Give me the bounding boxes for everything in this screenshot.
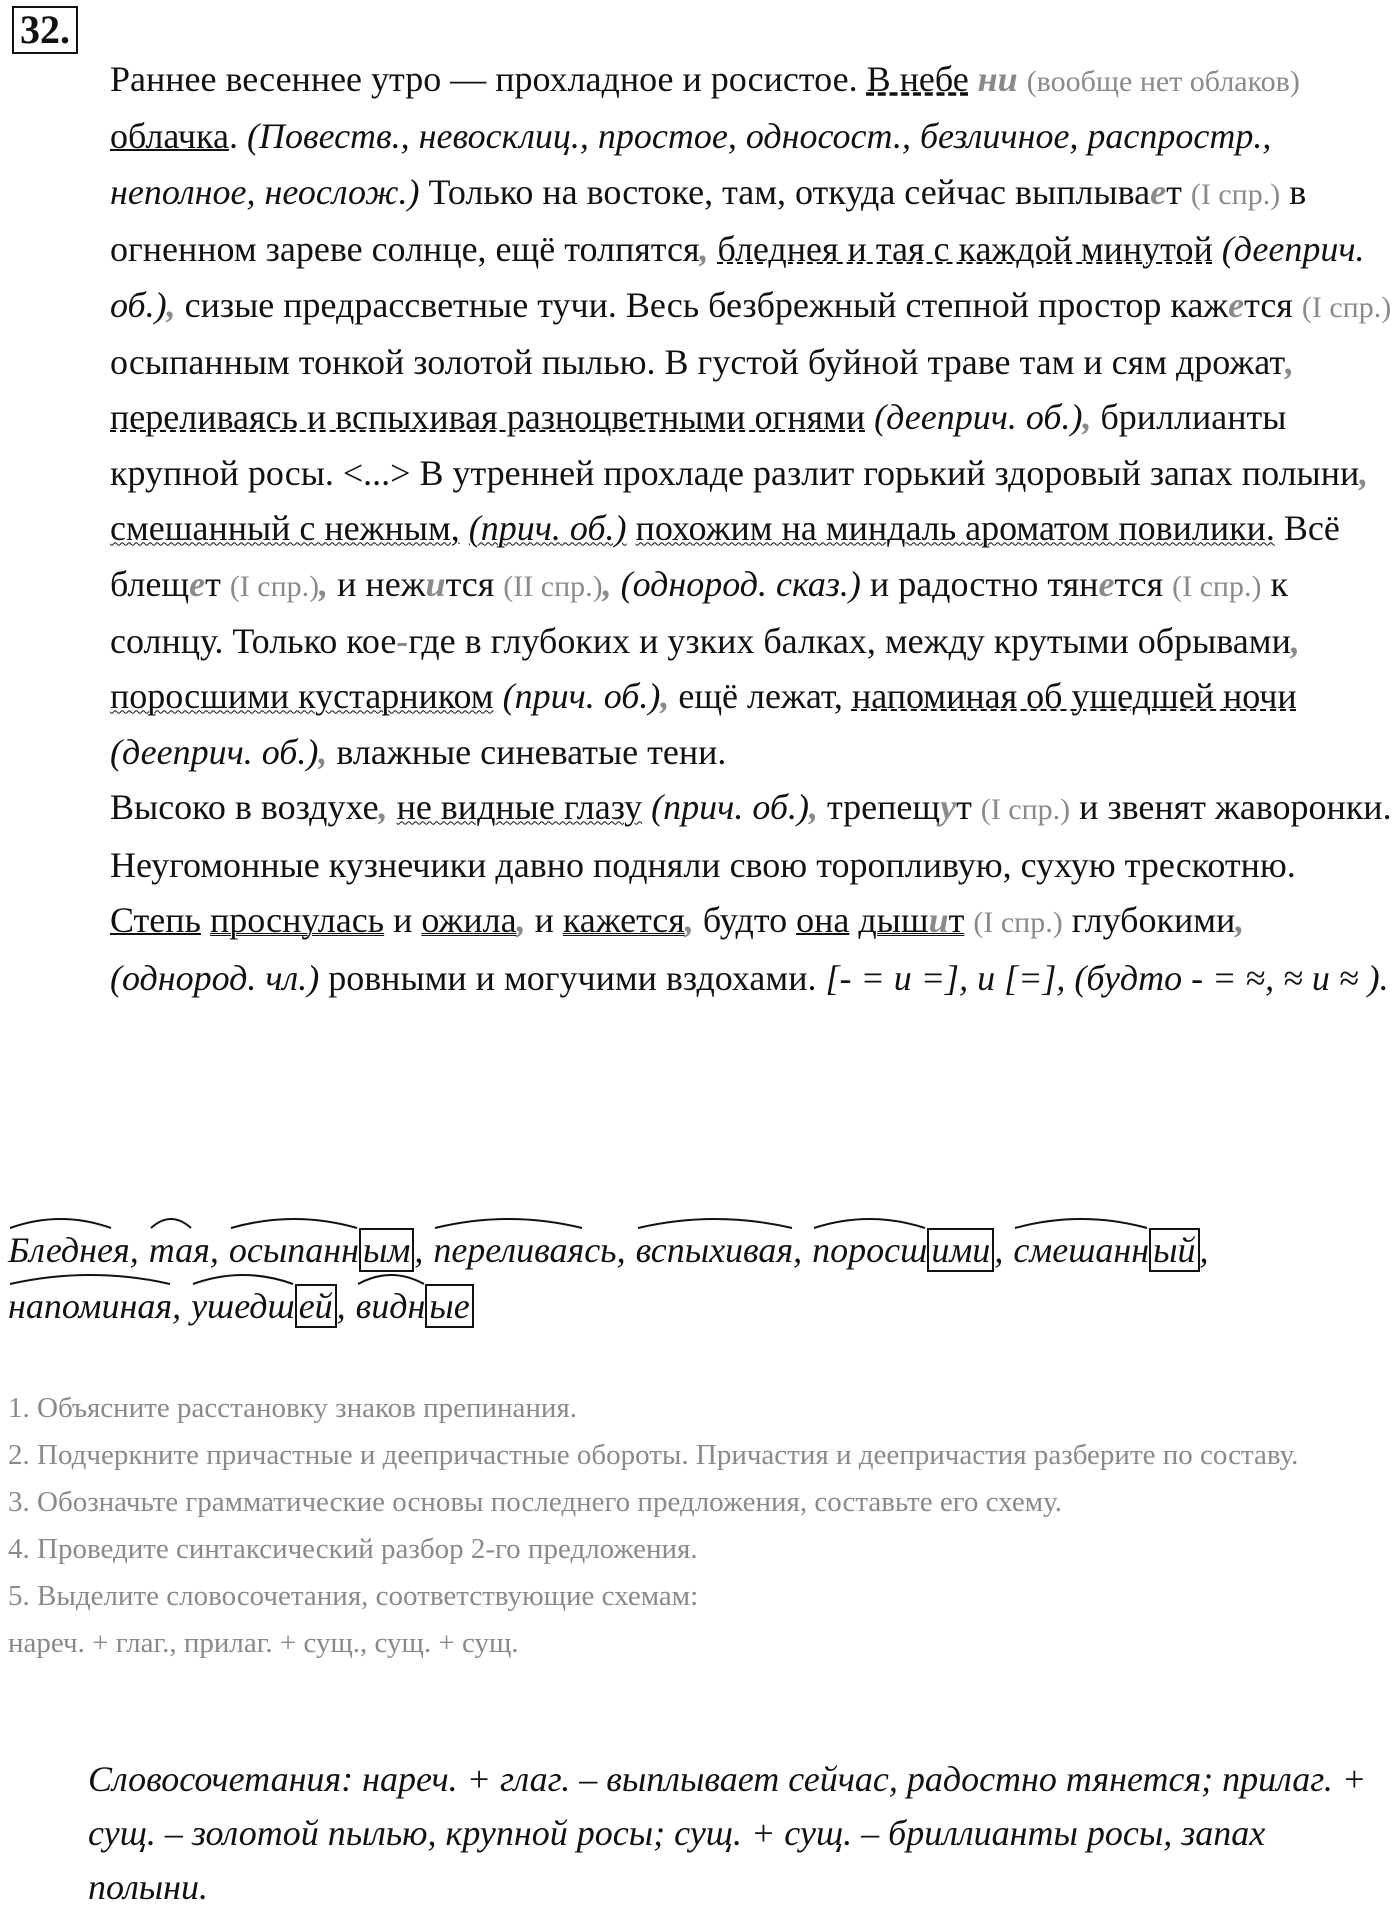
- ending-highlight: е: [1228, 284, 1245, 325]
- note: (прич. об.): [502, 676, 661, 717]
- paragraph-1: Раннее весеннее утро — прохладное и росистое. В небе ни (вообще нет облаков) облачка. (Повеств., невосклиц., простое, односост., безличное, распростр., неполное, неослож.) Только на востоке, там, откуда сейчас выплывает (I спр.) в огненном зареве солнце, ещё толпятся, бледнея и тая с каждой минутой (дееприч. об.), сизые предрассветные тучи. Весь безбрежный степной простор кажется (I спр.) осыпанным тонкой золотой пылью. В густой буйной траве там и сям дрожат, переливаясь и вспыхивая разноцветными огнями (дееприч. об.), бриллианты крупной росы. <...> В утренней прохладе разлит горький здоровый запах полыни, смешанный с нежным, (прич. об.) похожим на миндаль ароматом повилики. Всё блещет (I спр.), и нежится (II спр.), (однород. сказ.) и радостно тянется (I спр.) к солнцу. Только кое-где в глубоких и узких балках, между крутыми обрывами, поросшими кустарником (прич. об.), ещё лежат, напоминая об ушедшей ночи (дееприч. об.), влажные синеватые тени.: [110, 59, 1392, 772]
- text-fragment: Высоко в воздухе: [110, 787, 379, 828]
- morpheme-word: ушедш ей ,: [191, 1278, 346, 1334]
- predicate: [858, 900, 964, 940]
- comma: ,: [684, 900, 694, 941]
- conjunction: и: [534, 900, 554, 941]
- word-tail: сь: [584, 1230, 617, 1270]
- analysis: (Повеств., невосклиц., простое, односост., безличное, распростр., неполное, неослож.): [110, 116, 1272, 212]
- text-fragment: осыпанным тонкой золотой пылью. В густой буйной траве там и сям дрожат: [110, 342, 1286, 383]
- text-fragment: трепещ: [826, 787, 941, 828]
- morpheme-word: смешанн ый ,: [1013, 1222, 1208, 1278]
- paragraph-3: [8, 893, 1393, 1006]
- root-arc: [433, 1216, 584, 1230]
- text-fragment: влажные синеватые тени.: [336, 731, 727, 772]
- comma: ,: [318, 731, 328, 772]
- conjugation-note: (I спр.): [1172, 569, 1262, 603]
- comma: ,: [516, 900, 526, 941]
- word-root-part: переливая: [433, 1230, 585, 1270]
- ending-highlight: е: [1150, 171, 1167, 212]
- note: (прич. об.): [651, 787, 809, 828]
- ending-highlight: у: [940, 787, 957, 828]
- root-arc: [8, 1216, 113, 1230]
- exercise-number: 32.: [12, 6, 78, 54]
- predicate: проснулась: [209, 900, 385, 941]
- comma: ,: [1082, 397, 1092, 438]
- note: (прич. об.): [468, 508, 627, 549]
- answer: [8, 1752, 1393, 1914]
- ending-box: ими: [927, 1228, 994, 1272]
- text-fragment: в огненном зареве солнце, ещё толпятся: [110, 171, 1307, 270]
- root-arc: [1013, 1216, 1149, 1230]
- note: (однород. сказ.): [620, 563, 861, 604]
- hyphen-highlight: -: [396, 621, 409, 662]
- task-item: 1. Объясните расстановку знаков препинания.: [8, 1392, 578, 1424]
- participial-phrase: бледнея и тая с каждой минутой: [717, 229, 1213, 270]
- conjugation-note: (II спр.): [503, 569, 603, 603]
- ending-highlight: и: [425, 563, 446, 604]
- root-arc: [8, 1272, 172, 1286]
- participial-phrase: смешанный с нежным,: [110, 508, 460, 549]
- word-root-part: напоминая: [8, 1286, 173, 1326]
- morpheme-word: поросш ими ,: [812, 1222, 1003, 1278]
- conjugation-note: (I спр.): [1301, 290, 1392, 324]
- text-fragment: где в глубоких и узких балках, между крутыми обрывами: [408, 621, 1291, 662]
- root-arc: [812, 1216, 927, 1230]
- root-arc: [229, 1216, 359, 1230]
- text-fragment: и неж: [337, 563, 426, 604]
- text-fragment: тся: [445, 563, 495, 604]
- comma: ,: [1359, 452, 1369, 493]
- task-item: нареч. + глаг., прилаг. + сущ., сущ. + сущ.: [8, 1627, 519, 1659]
- conjugation-note: (I спр.): [229, 569, 320, 603]
- morpheme-analysis: [8, 1222, 1393, 1334]
- ending-highlight: е: [189, 563, 206, 604]
- note: (вообще нет облаков): [1026, 65, 1300, 98]
- note: (дееприч. об.): [110, 731, 319, 772]
- participial-phrase: переливаясь и вспыхивая разноцветными огнями: [110, 397, 866, 438]
- text-fragment: ровными и могучими вздохами.: [328, 957, 817, 998]
- text-fragment: дыш: [858, 900, 929, 941]
- root-arc: [356, 1272, 426, 1286]
- subject: Степь: [110, 900, 201, 941]
- particle-highlight: ни: [977, 59, 1018, 99]
- conjugation-note: (I спр.): [980, 793, 1071, 827]
- root-arc: [636, 1216, 794, 1230]
- text-fragment: ещё лежат,: [678, 676, 843, 717]
- task-item: 3. Обозначьте грамматические основы последнего предложения, составьте его схему.: [8, 1486, 1062, 1518]
- text-fragment: т: [956, 787, 972, 828]
- morpheme-word: Бледнея,: [8, 1222, 139, 1278]
- root-arc: [149, 1216, 193, 1230]
- comma: ,: [660, 676, 670, 717]
- paragraph-2: [8, 780, 1393, 893]
- morpheme-word: вспыхивая,: [636, 1222, 803, 1278]
- predicate: В небе: [866, 59, 969, 99]
- comma: ,: [808, 787, 818, 828]
- word-tail: я: [193, 1230, 210, 1270]
- note: (дееприч. об.): [874, 397, 1083, 438]
- ending-box: ый: [1149, 1228, 1199, 1272]
- predicate: кажется: [562, 900, 685, 941]
- text-fragment: сизые предрассветные тучи. Весь безбрежный степной простор каж: [184, 284, 1229, 325]
- participial-phrase: поросшими кустарником: [110, 676, 494, 717]
- text-fragment: и радостно тян: [869, 563, 1099, 604]
- comma: ,: [699, 229, 709, 270]
- conjunction: и: [393, 900, 413, 941]
- word-root-part: та: [148, 1230, 194, 1270]
- comma: ,: [1235, 900, 1245, 941]
- word-tail: я: [112, 1230, 130, 1270]
- text-fragment: т: [1166, 171, 1182, 212]
- ending-box: ым: [359, 1228, 414, 1272]
- comma: ,: [1285, 342, 1295, 383]
- conjunction: будто: [702, 900, 788, 941]
- text-fragment: тся: [1114, 563, 1164, 604]
- word-root-part: Бледне: [8, 1230, 113, 1270]
- morpheme-word: напоминая,: [8, 1278, 181, 1334]
- word-root-part: поросш: [812, 1230, 928, 1270]
- morpheme-word: переливаясь,: [433, 1222, 625, 1278]
- task-item: 2. Подчеркните причастные и деепричастные обороты. Причастия и деепричастия разберите по составу.: [8, 1439, 1299, 1471]
- note: (однород. чл.): [110, 957, 320, 998]
- text-fragment: Только на востоке, там, откуда сейчас выплыва: [428, 171, 1151, 212]
- conjugation-note: (I спр.): [973, 906, 1063, 940]
- text-fragment: бриллианты крупной росы. <...> В утренней прохладе разлит горький здоровый запах полыни: [110, 397, 1360, 493]
- ending-highlight: е: [1098, 563, 1115, 604]
- text-fragment: и звенят жаворонки. Неугомонные кузнечики давно подняли свою торопливую, сухую трескотню.: [110, 787, 1392, 885]
- word-root-part: вспыхивая: [635, 1230, 794, 1270]
- comma: ,: [602, 563, 612, 604]
- exercise-text: [8, 52, 1393, 1006]
- text-fragment: т: [948, 900, 965, 941]
- comma: ,: [1290, 621, 1300, 662]
- answer-text: Словосочетания: нареч. + глаг. – выплывает сейчас, радостно тянется; прилаг. + сущ. – золотой пылью, крупной росы; сущ. + сущ. – бриллианты росы, запах полыни.: [88, 1759, 1367, 1907]
- text-fragment: Всё блещ: [110, 508, 1340, 604]
- word-root-part: ушедш: [191, 1286, 295, 1326]
- root-arc: [191, 1272, 295, 1286]
- participial-phrase: не видные глазу: [396, 787, 643, 828]
- morpheme-word: осыпанн ым ,: [229, 1222, 423, 1278]
- participial-phrase: напоминая об ушедшей ночи: [851, 676, 1297, 717]
- morpheme-word: [356, 1278, 474, 1334]
- word-root-part: видн: [355, 1286, 426, 1326]
- comma: ,: [319, 563, 329, 604]
- subject: облачка: [110, 116, 229, 157]
- note: (дееприч. об.): [110, 229, 1365, 325]
- ending-box: ые: [425, 1284, 473, 1328]
- word-root-part: осыпанн: [228, 1230, 359, 1270]
- task-list: [8, 1385, 1393, 1667]
- text-fragment: тся: [1244, 284, 1293, 325]
- ending-box: ей: [295, 1284, 337, 1328]
- comma: ,: [378, 787, 388, 828]
- comma: ,: [166, 284, 176, 325]
- ending-highlight: и: [928, 900, 949, 941]
- participial-phrase: похожим на миндаль ароматом повилики.: [635, 508, 1275, 549]
- sentence-scheme: [- = и =], и [=], (будто - = ≈, ≈ и ≈ ).: [825, 957, 1389, 998]
- task-item: 5. Выделите словосочетания, соответствующие схемам:: [8, 1580, 699, 1612]
- subject: она: [796, 900, 850, 941]
- task-item: 4. Проведите синтаксический разбор 2-го предложения.: [8, 1533, 698, 1565]
- morpheme-word: тая,: [149, 1222, 219, 1278]
- text-fragment: к солнцу. Только кое: [110, 563, 1288, 662]
- text-fragment: т: [205, 563, 221, 604]
- word-root-part: смешанн: [1013, 1230, 1150, 1270]
- sentence: Раннее весеннее утро — прохладное и росистое.: [110, 59, 858, 99]
- conjugation-note: (I спр.): [1190, 177, 1281, 211]
- predicate: ожила: [421, 900, 517, 941]
- text-fragment: глубокими: [1071, 900, 1236, 941]
